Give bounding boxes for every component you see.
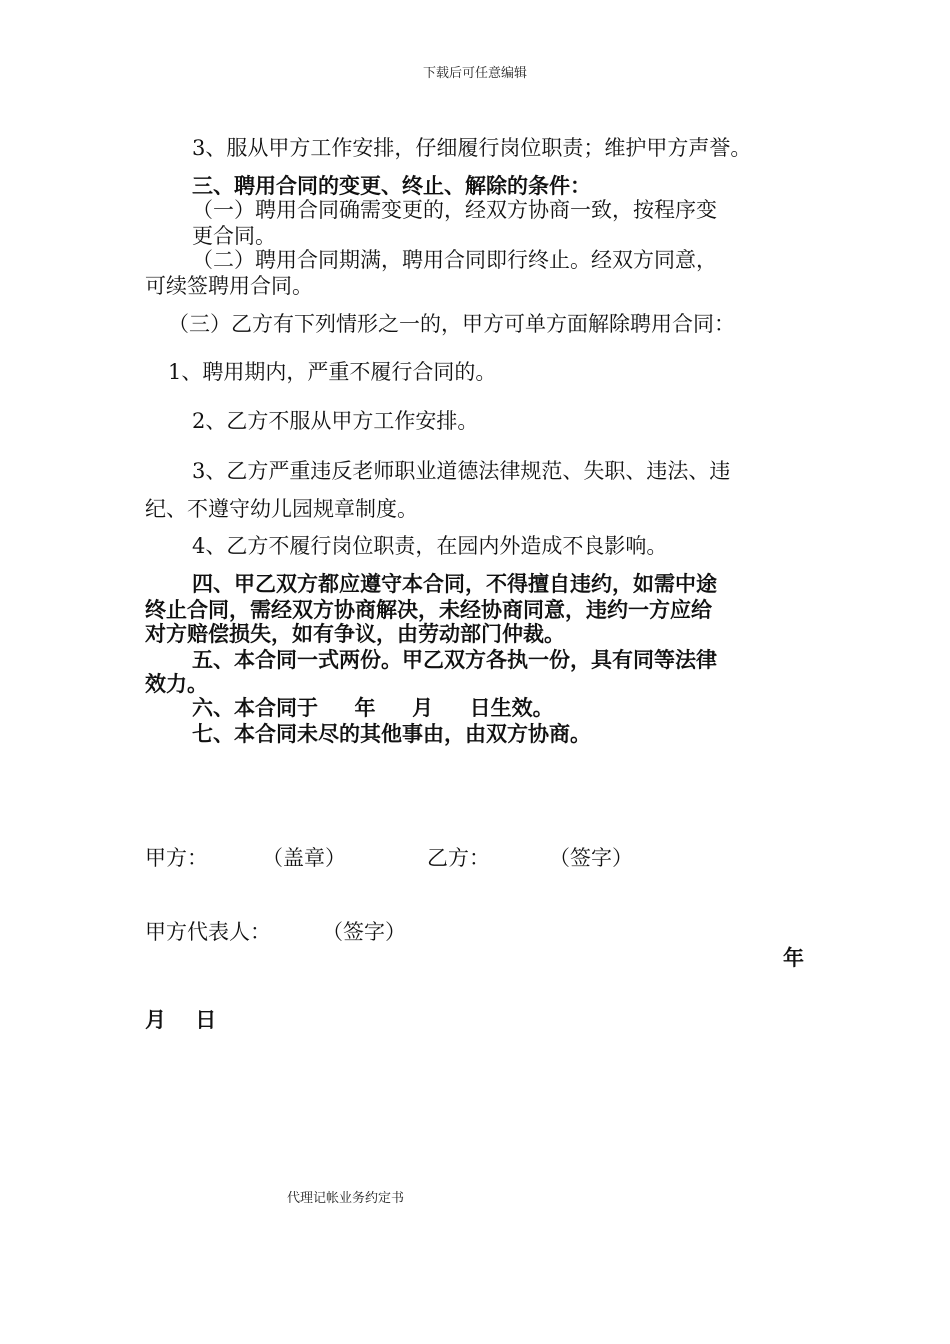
item-3-line1: 3、乙方严重违反老师职业道德法律规范、失职、违法、违: [192, 459, 731, 483]
section-7: 七、本合同未尽的其他事由，由双方协商。: [192, 722, 591, 746]
item-1: 1、聘用期内，严重不履行合同的。: [168, 360, 497, 384]
item-4: 4、乙方不履行岗位职责，在园内外造成不良影响。: [192, 534, 668, 558]
party-a-label: 甲方：: [145, 846, 208, 870]
section-3-title: 三、聘用合同的变更、终止、解除的条件：: [192, 174, 591, 198]
representative-sign: （签字）: [322, 920, 406, 944]
representative-label: 甲方代表人：: [145, 920, 271, 944]
party-b-label: 乙方：: [427, 846, 490, 870]
section-4-line1: 四、甲乙双方都应遵守本合同，不得擅自违约，如需中途: [192, 572, 717, 596]
party-b-sign: （签字）: [549, 846, 633, 870]
page-footer: 代理记帐业务约定书: [287, 1191, 405, 1206]
party-a-seal: （盖章）: [262, 846, 346, 870]
section-6: 六、本合同于 年 月 日生效。: [192, 696, 554, 720]
clause-duty-3: 3、服从甲方工作安排，仔细履行岗位职责；维护甲方声誉。: [192, 136, 752, 160]
section-3-2-line2: 可续签聘用合同。: [145, 274, 313, 298]
section-4-line2: 终止合同，需经双方协商解决，未经协商同意，违约一方应给: [145, 598, 712, 622]
item-2: 2、乙方不服从甲方工作安排。: [192, 409, 479, 433]
section-4-line3: 对方赔偿损失，如有争议，由劳动部门仲裁。: [145, 622, 565, 646]
signature-month-day: 月 日: [145, 1008, 217, 1032]
section-3-2-line1: （二）聘用合同期满，聘用合同即行终止。经双方同意，: [192, 248, 717, 272]
section-5-line2: 效力。: [145, 672, 208, 696]
section-3-1-line2: 更合同。: [192, 224, 276, 248]
item-3-line2: 纪、不遵守幼儿园规章制度。: [145, 497, 418, 521]
section-3-1-line1: （一）聘用合同确需变更的，经双方协商一致，按程序变: [192, 198, 717, 222]
section-3-3: （三）乙方有下列情形之一的，甲方可单方面解除聘用合同：: [168, 312, 735, 336]
signature-year: 年: [783, 946, 804, 970]
section-5-line1: 五、本合同一式两份。甲乙双方各执一份，具有同等法律: [192, 648, 717, 672]
page-header: 下载后可任意编辑: [422, 66, 527, 81]
